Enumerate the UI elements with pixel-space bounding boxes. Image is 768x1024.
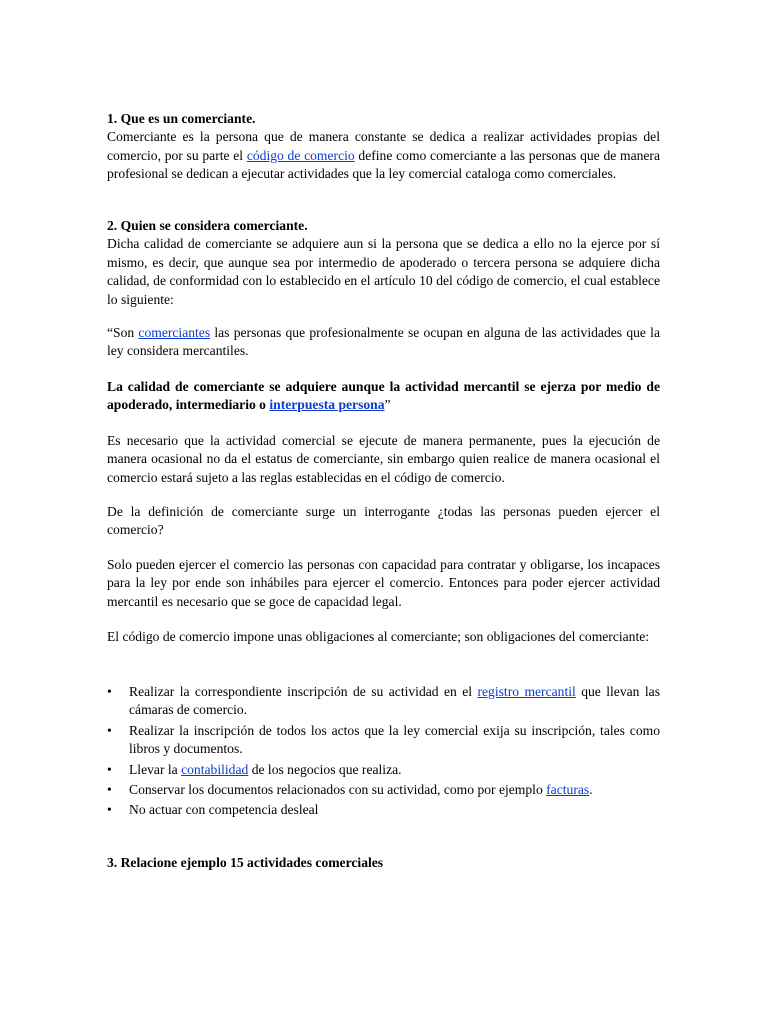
- link-interpuesta-persona[interactable]: interpuesta persona: [269, 397, 385, 413]
- list-item-text: No actuar con competencia desleal: [129, 802, 319, 818]
- bullet-icon: •: [107, 761, 112, 777]
- section-2: [107, 217, 660, 309]
- obligations-list-container: [107, 683, 660, 822]
- list-item-text-b: que llevan las cámaras de comercio.: [129, 684, 660, 718]
- bold-quote-paragraph: [107, 378, 660, 415]
- bold-quote-close: ”: [384, 397, 391, 413]
- link-facturas[interactable]: facturas: [546, 782, 590, 798]
- paragraph-1-text-b: define como comerciante a las personas que de manera profesional se dedican a ejecutar actividades que la ley comercial cataloga como comerciales.: [107, 147, 660, 182]
- list-item-text-a: Conservar los documentos relacionados con su actividad, como por ejemplo: [129, 782, 547, 798]
- bold-quote-text: La calidad de comerciante se adquiere aunque la actividad mercantil se ejerza por medio de apoderado, intermediario o: [107, 379, 660, 413]
- paragraph-2: Dicha calidad de comerciante se adquiere aun si la persona que se dedica a ello no la ejerce por sí mismo, es decir, que aunque sea por intermedio de apoderado o tercera persona se adquiere dicha calidad, de conformidad con lo establecido en el artículo 10 del código de comercio, el cual establece lo siguiente:: [107, 236, 660, 307]
- list-item: [107, 683, 660, 720]
- bullet-icon: •: [107, 684, 112, 699]
- paragraph-5: Solo pueden ejercer el comercio las personas con capacidad para contratar y obligarse, los incapaces para la ley por ende son inhábiles para ejercer el comercio. Entonces para poder ejercer actividad mercantil es necesario que se goce de capacidad legal.: [107, 557, 660, 609]
- list-item-text-b: .: [589, 782, 593, 798]
- section-1: [107, 110, 660, 184]
- link-comerciantes[interactable]: comerciantes: [138, 325, 211, 340]
- bullet-icon: •: [107, 722, 112, 738]
- list-item: [107, 761, 660, 779]
- list-item: [107, 722, 660, 759]
- list-item: [107, 781, 660, 799]
- paragraph-4: De la definición de comerciante surge un interrogante ¿todas las personas pueden ejercer el comercio?: [107, 504, 660, 538]
- bullet-icon: •: [107, 802, 112, 818]
- list-item-text-a: Llevar la: [129, 761, 182, 777]
- link-registro-mercantil[interactable]: registro mercantil: [477, 684, 576, 699]
- paragraph-3: Es necesario que la actividad comercial se ejecute de manera permanente, pues la ejecución de manera ocasional no da el estatus de comerciante, sin embargo quien realice de manera ocasional el comercio estará sujeto a las reglas establecidas en el código de comercio.: [107, 433, 660, 485]
- heading-2: 2. Quien se considera comerciante.: [107, 218, 308, 233]
- list-item-text-b: de los negocios que realiza.: [248, 761, 402, 777]
- quote-text: las personas que profesionalmente se ocupan en alguna de las actividades que la ley considera mercantiles.: [107, 325, 660, 359]
- link-codigo-de-comercio[interactable]: código de comercio: [246, 147, 355, 163]
- paragraph-6: El código de comercio impone unas obligaciones al comerciante; son obligaciones del comerciante:: [107, 629, 650, 644]
- list-item-text-a: Realizar la correspondiente inscripción de su actividad en el: [129, 684, 478, 699]
- quote-paragraph: [107, 324, 660, 361]
- bullet-icon: •: [107, 782, 112, 798]
- paragraph-1-text-a: Comerciante es la persona que de manera constante se dedica a realizar actividades propias del comercio, por su parte el: [107, 129, 660, 163]
- heading-1: 1. Que es un comerciante.: [107, 111, 256, 126]
- quote-open: “Son: [107, 325, 139, 340]
- list-item: [107, 801, 660, 819]
- heading-3: 3. Relacione ejemplo 15 actividades comerciales: [107, 855, 384, 870]
- obligations-list: [107, 683, 660, 820]
- link-contabilidad[interactable]: contabilidad: [181, 761, 249, 777]
- list-item-text: Realizar la inscripción de todos los actos que la ley comercial exija su inscripción, tales como libros y documentos.: [129, 722, 660, 757]
- paragraph-1: [107, 128, 660, 183]
